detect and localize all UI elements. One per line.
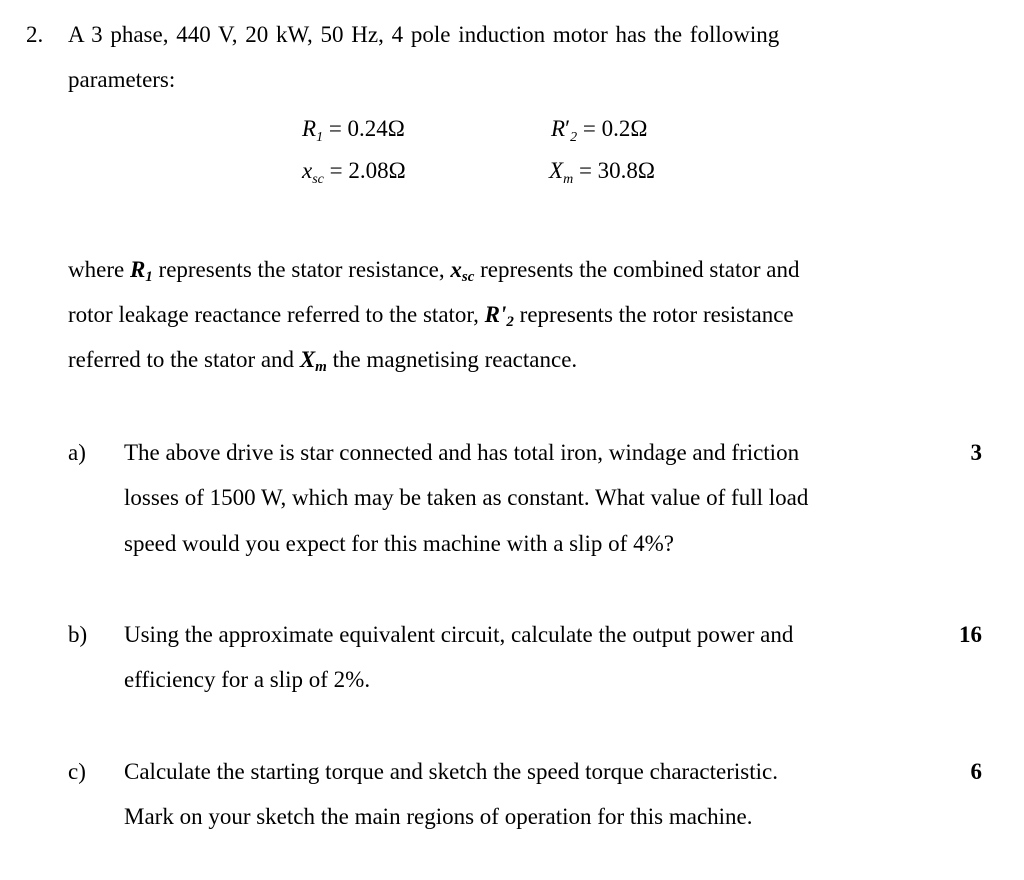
part-label: b) (68, 622, 88, 647)
part-label: c) (68, 759, 86, 784)
part-text-line: The above drive is star connected and has total iron, windage and friction (124, 440, 800, 465)
parameter-subscript: m (563, 172, 574, 187)
symbol-subscript: 2 (506, 314, 514, 330)
text-run: the magnetising reactance. (326, 347, 578, 372)
parameter-xm (549, 158, 655, 188)
where-line3 (68, 347, 577, 376)
symbol-xsc (450, 257, 475, 285)
symbol-r1 (129, 257, 153, 285)
parameter-prime: ′ (565, 116, 571, 141)
parameter-r1 (302, 116, 405, 146)
question-intro-line2: parameters: (68, 67, 176, 92)
part-marks: 3 (970, 440, 982, 465)
text-run: represents the stator resistance, (152, 257, 451, 282)
part-text-line: Using the approximate equivalent circuit, calculate the output power and (124, 622, 794, 647)
symbol-r2-prime (484, 302, 514, 330)
part-marks: 6 (970, 759, 982, 784)
parameter-symbol: x (302, 158, 313, 183)
parameter-value: = 30.8Ω (578, 158, 656, 183)
parameter-value: = 0.2Ω (582, 116, 648, 141)
part-marks: 16 (959, 622, 982, 647)
text-run: represents the combined stator and (474, 257, 800, 282)
where-line2 (68, 302, 794, 331)
text-run: referred to the stator and (68, 347, 300, 372)
text-run: where (68, 257, 130, 282)
where-line1 (68, 257, 799, 286)
part-text-line: Mark on your sketch the main regions of operation for this machine. (124, 804, 753, 829)
parameter-value: = 0.24Ω (328, 116, 405, 141)
symbol-xm (299, 347, 327, 375)
symbol-letter: R' (484, 302, 507, 327)
parameter-symbol: R (551, 116, 566, 141)
part-text-line: Calculate the starting torque and sketch the speed torque characteristic. (124, 759, 778, 784)
text-run: represents the rotor resistance (513, 302, 794, 327)
part-text-line: efficiency for a slip of 2%. (124, 667, 371, 692)
parameter-symbol: R (302, 116, 317, 141)
symbol-subscript: 1 (145, 269, 153, 285)
symbol-subscript: sc (461, 269, 475, 285)
parameter-subscript: 2 (570, 130, 578, 145)
symbol-letter: X (299, 347, 316, 372)
part-text-line: losses of 1500 W, which may be taken as constant. What value of full load (124, 485, 809, 510)
question-intro-line1: A 3 phase, 440 V, 20 kW, 50 Hz, 4 pole induction motor has the following (68, 22, 780, 47)
part-text-line: speed would you expect for this machine with a slip of 4%? (124, 531, 674, 556)
question-number: 2. (26, 22, 44, 47)
parameter-value: = 2.08Ω (329, 158, 406, 183)
parameter-symbol: X (549, 158, 564, 183)
parameter-subscript: sc (312, 172, 324, 187)
part-label: a) (68, 440, 86, 465)
parameter-xsc (302, 158, 406, 188)
parameter-r2-prime (551, 116, 647, 146)
symbol-letter: x (450, 257, 462, 282)
symbol-letter: R (129, 257, 146, 282)
symbol-subscript: m (315, 359, 327, 375)
text-run: rotor leakage reactance referred to the stator, (68, 302, 485, 327)
parameter-subscript: 1 (316, 130, 324, 145)
